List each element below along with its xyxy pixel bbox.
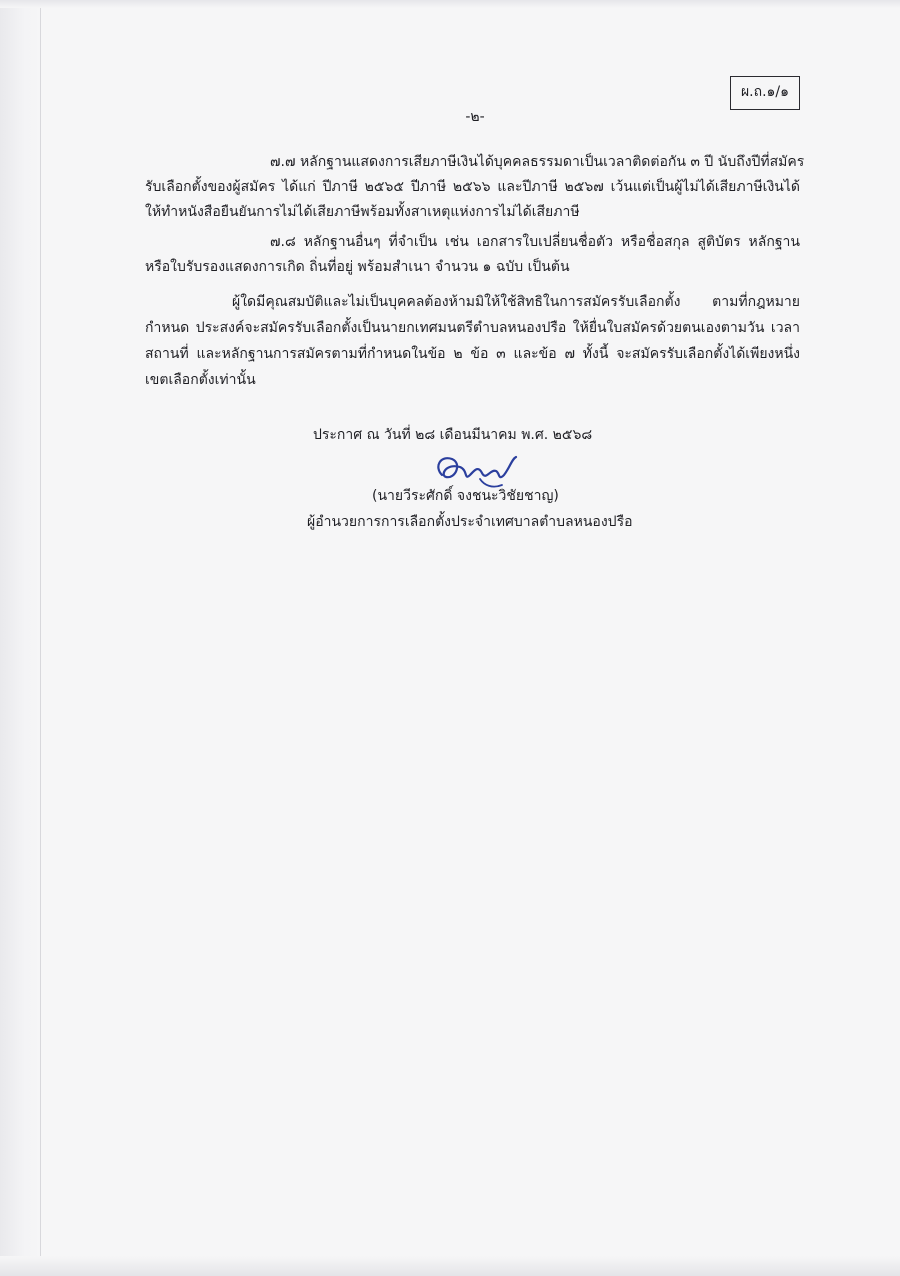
scan-left-edge [40, 0, 41, 1276]
closing-line-3: สถานที่ และหลักฐานการสมัครตามที่กำหนดในข้อ ๒ ข้อ ๓ และข้อ ๗ ทั้งนี้ จะสมัครรับเลือกตั้งได้เพียงหนึ่ง [145, 346, 800, 362]
announcement-date: ประกาศ ณ วันที่ ๒๘ เดือนมีนาคม พ.ศ. ๒๕๖๘ [313, 427, 593, 443]
signer-name: (นายวีระศักดิ์ จงชนะวิชัยชาญ) [372, 488, 559, 504]
form-code-box: ผ.ถ.๑/๑ [730, 76, 800, 110]
signer-position: ผู้อำนวยการการเลือกตั้งประจำเทศบาลตำบลหนองปรือ [307, 514, 633, 530]
section-7-7-line-2: รับเลือกตั้งของผู้สมัคร ได้แก่ ปีภาษี ๒๕๖๕ ปีภาษี ๒๕๖๖ และปีภาษี ๒๕๖๗ เว้นแต่เป็นผู้ไม่ได้เสียภาษีเงินได้ [145, 179, 800, 195]
scan-bottom-shadow [0, 1256, 900, 1276]
section-7-8-line-1: ๗.๘ หลักฐานอื่นๆ ที่จำเป็น เช่น เอกสารใบเปลี่ยนชื่อตัว หรือชื่อสกุล สูติบัตร หลักฐาน [270, 234, 800, 250]
closing-line-1: ผู้ใดมีคุณสมบัติและไม่เป็นบุคคลต้องห้ามมิให้ใช้สิทธิในการสมัครรับเลือกตั้ง ตามที่กฎหมาย [232, 294, 800, 310]
section-7-8-line-2: หรือใบรับรองแสดงการเกิด ถิ่นที่อยู่ พร้อมสำเนา จำนวน ๑ ฉบับ เป็นต้น [145, 259, 570, 275]
closing-line-4: เขตเลือกตั้งเท่านั้น [145, 372, 256, 388]
page-number: -๒- [465, 109, 485, 125]
scan-top-shadow [0, 0, 900, 8]
section-7-7-line-1: ๗.๗ หลักฐานแสดงการเสียภาษีเงินได้บุคคลธรรมดาเป็นเวลาติดต่อกัน ๓ ปี นับถึงปีที่สมัคร [270, 154, 805, 170]
closing-line-2: กำหนด ประสงค์จะสมัครรับเลือกตั้งเป็นนายกเทศมนตรีตำบลหนองปรือ ให้ยื่นใบสมัครด้วยตนเองตามวัน เวลา [145, 320, 800, 336]
section-7-7-line-3: ให้ทำหนังสือยืนยันการไม่ได้เสียภาษีพร้อมทั้งสาเหตุแห่งการไม่ได้เสียภาษี [145, 204, 580, 220]
scan-left-shadow [0, 0, 42, 1276]
